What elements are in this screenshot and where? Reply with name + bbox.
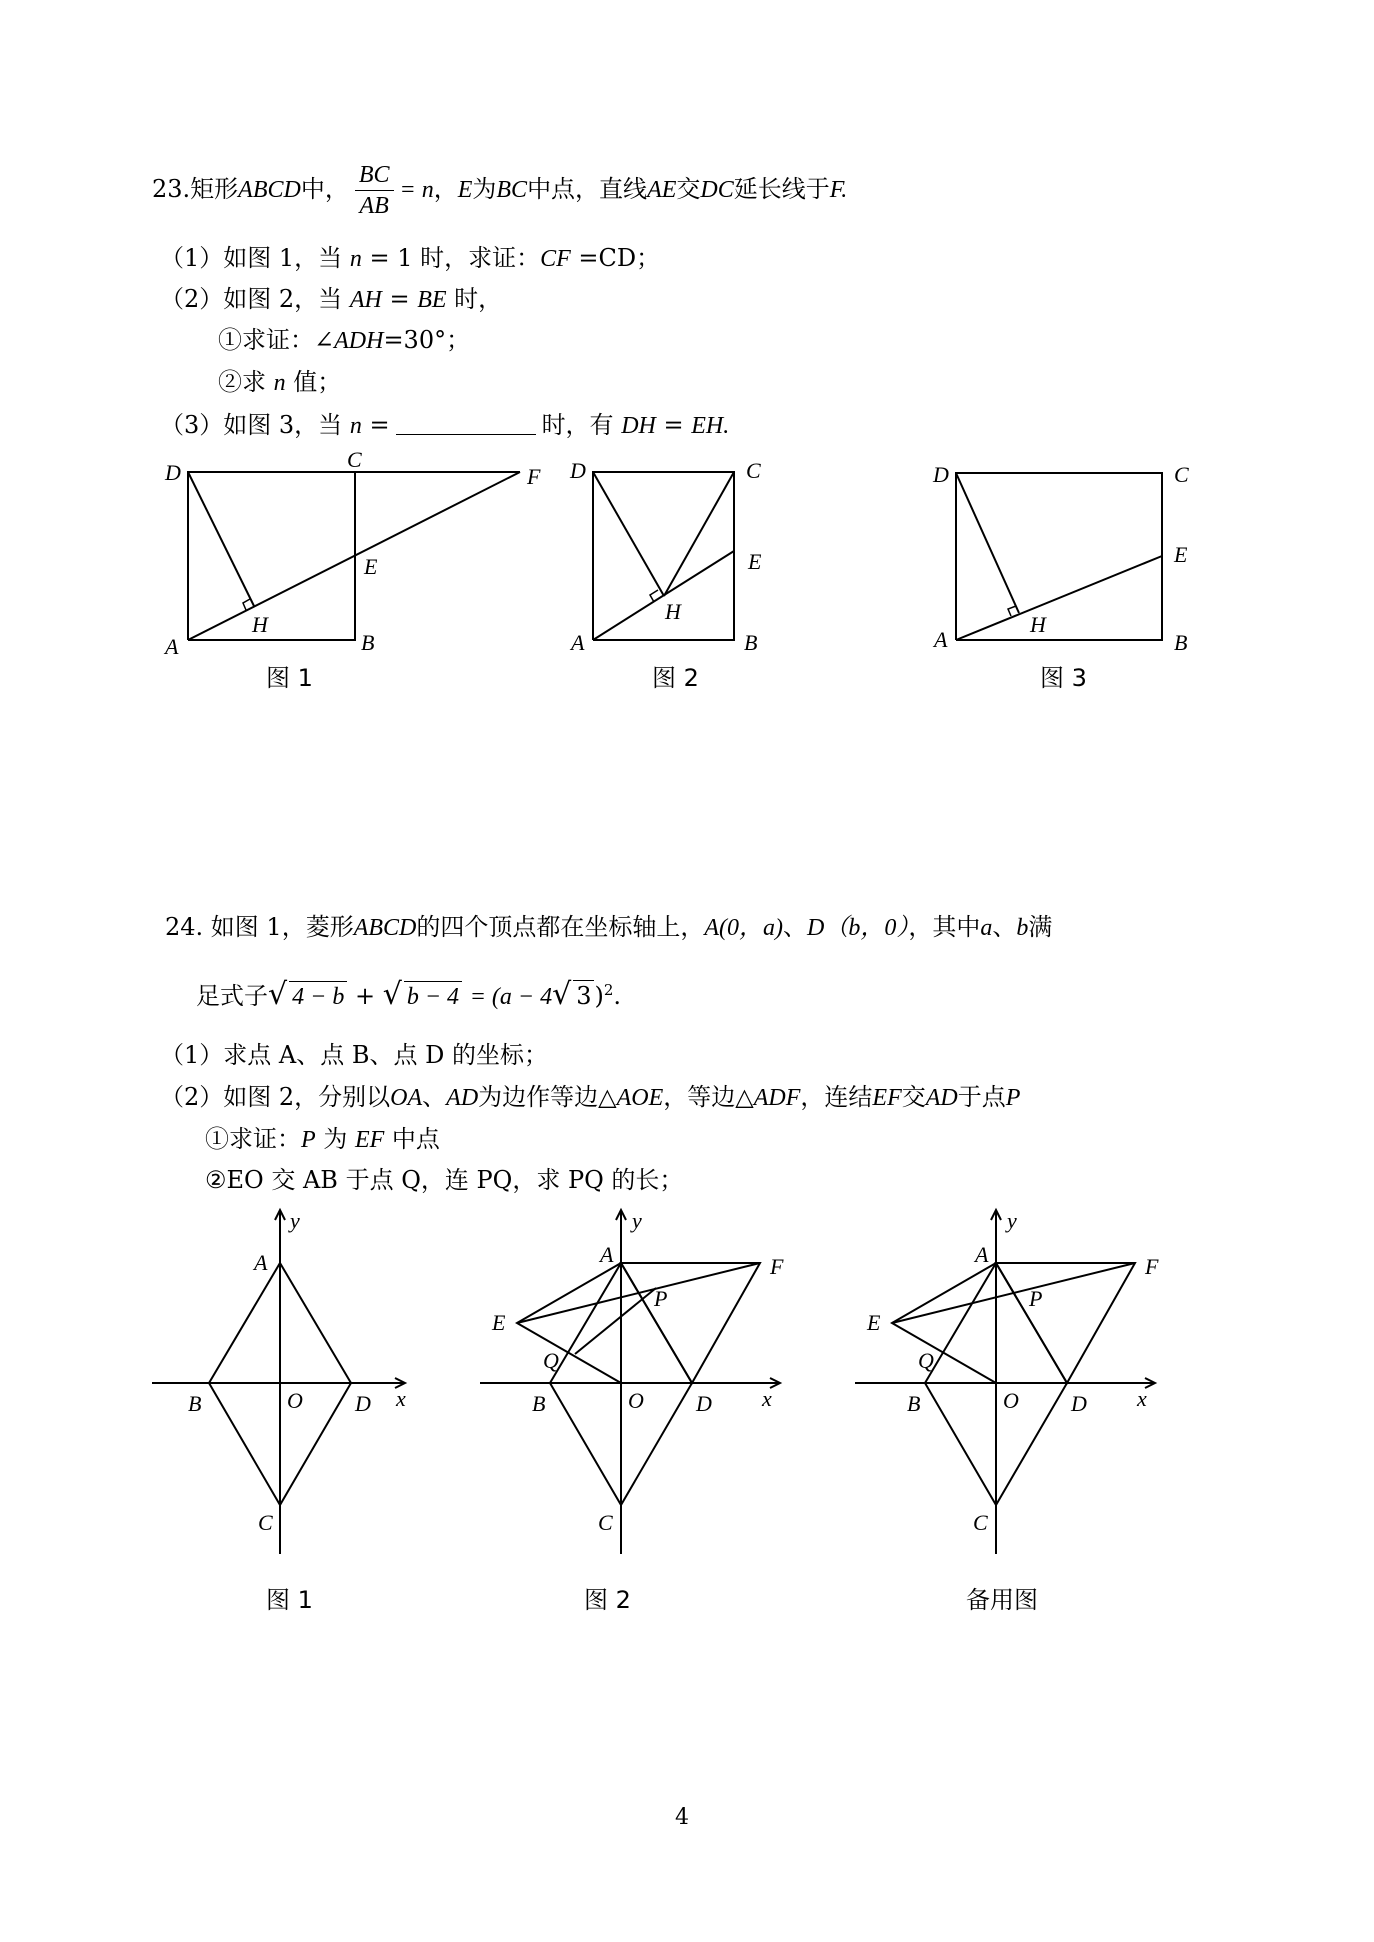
q23-fig2-label-d: D <box>570 458 586 483</box>
q24-figure-2 <box>480 1210 780 1554</box>
q23-fig1-line-dh <box>188 472 254 606</box>
q23-fig1-caption: 图 1 <box>266 664 313 692</box>
q24-fig1-label-x: x <box>396 1386 406 1411</box>
fraction-bc-ab: $\frac{BC}{AB}$ <box>355 160 394 221</box>
q23-fig3-rectangle <box>956 473 1162 640</box>
q23-fig3-label-a: A <box>934 627 948 652</box>
q24-figure-1 <box>152 1210 405 1554</box>
q23-part2-ii: ②求 n 值； <box>218 368 342 396</box>
q23-fig2-label-a: A <box>571 630 585 655</box>
q24-fig2-line-ef <box>517 1263 760 1323</box>
page-number: 4 <box>675 1805 689 1830</box>
q24-fig3-caption: 备用图 <box>966 1586 1038 1614</box>
q24-fig1-label-b: B <box>188 1391 202 1416</box>
q24-fig2-label-d: D <box>696 1391 712 1416</box>
q24-part2-ii: ②EO 交 AB 于点 Q，连 PQ，求 PQ 的长； <box>205 1166 684 1194</box>
q24-equation: 足式子√ 4 − b + √ b − 4 = (a − 4√ 3 )$^2$. <box>196 977 622 1012</box>
q23-fig1-label-d: D <box>165 460 181 485</box>
q23-fig1-label-e: E <box>364 554 378 579</box>
q23-fig3-label-c: C <box>1174 462 1189 487</box>
q24-fig3-label-q: Q <box>918 1348 934 1373</box>
q24-stem: 24. 如图 1，菱形ABCD的四个顶点都在坐标轴上，A(0，a)、D（b，0），其中a、b满 <box>165 913 1053 941</box>
q23-part2: （2）如图 2，当 AH = BE 时， <box>160 285 503 313</box>
q24-fig2-label-o: O <box>628 1388 644 1413</box>
q24-fig3-label-e: E <box>867 1310 881 1335</box>
q23-figure-1 <box>188 472 520 640</box>
q24-fig3-label-d: D <box>1071 1391 1087 1416</box>
q23-part3: （3）如图 3，当 n = 时，有 DH = EH. <box>160 411 730 439</box>
q23-fig3-line-ae <box>956 556 1162 640</box>
q24-fig3-label-y: y <box>1007 1208 1017 1233</box>
q23-fig3-label-b: B <box>1174 630 1188 655</box>
q24-fig1-label-a: A <box>254 1250 268 1275</box>
q24-part1: （1）求点 A、点 B、点 D 的坐标； <box>160 1041 548 1069</box>
q24-fig2-label-p: P <box>654 1286 668 1311</box>
q23-part1: （1）如图 1，当 n = 1 时，求证：CF =CD； <box>160 244 661 272</box>
q23-fig2-caption: 图 2 <box>652 664 699 692</box>
q23-fig1-label-h: H <box>252 612 268 637</box>
q24-fig1-label-c: C <box>258 1510 273 1535</box>
q24-fig3-label-b: B <box>907 1391 921 1416</box>
q23-fig2-line-dh <box>593 472 664 596</box>
q24-fig3-triangle-aoe <box>892 1263 996 1383</box>
q24-fig1-label-o: O <box>287 1388 303 1413</box>
q23-fig1-label-b: B <box>361 630 375 655</box>
q23-fig3-label-d: D <box>933 462 949 487</box>
q23-fig2-rectangle <box>593 472 734 640</box>
q24-fig2-caption: 图 2 <box>584 1586 631 1614</box>
q23-fig3-line-dh <box>956 473 1019 613</box>
q24-fig3-line-ef <box>892 1263 1135 1323</box>
q24-fig1-label-d: D <box>355 1391 371 1416</box>
q24-figure-backup <box>855 1210 1155 1554</box>
q24-fig3-label-p: P <box>1029 1286 1043 1311</box>
q23-fig3-label-e: E <box>1174 542 1188 567</box>
q24-fig2-label-f: F <box>770 1254 784 1279</box>
q23-figure-2 <box>593 472 734 640</box>
q24-fig3-label-o: O <box>1003 1388 1019 1413</box>
q23-figure-3 <box>956 473 1162 640</box>
q23-fig1-label-c: C <box>347 447 362 472</box>
q23-fig3-caption: 图 3 <box>1040 664 1087 692</box>
q23-fig1-rectangle <box>188 472 355 640</box>
q24-fig2-label-a: A <box>600 1242 614 1267</box>
q24-fig2-label-b: B <box>532 1391 546 1416</box>
q23-fig2-label-h: H <box>665 599 681 624</box>
q24-fig3-label-x: x <box>1137 1386 1147 1411</box>
q23-part2-i: ①求证：∠ADH=30°； <box>218 326 471 354</box>
q24-fig2-label-e: E <box>492 1310 506 1335</box>
q23-fig2-line-ch <box>664 472 734 596</box>
q24-fig3-label-a: A <box>975 1242 989 1267</box>
q23-fig1-label-f: F <box>527 464 541 489</box>
q24-fig1-caption: 图 1 <box>266 1586 313 1614</box>
q24-part2: （2）如图 2，分别以OA、AD为边作等边△AOE，等边△ADF，连结EF交AD于点P <box>160 1083 1021 1111</box>
q23-fig1-label-a: A <box>165 634 179 659</box>
q23-fig3-right-angle-mark <box>1008 606 1016 616</box>
q24-fig2-label-x: x <box>762 1386 772 1411</box>
q23-fig2-label-c: C <box>746 458 761 483</box>
q24-part2-i: ①求证：P 为 EF 中点 <box>205 1125 440 1153</box>
q24-fig3-label-f: F <box>1145 1254 1159 1279</box>
q23-fig3-label-h: H <box>1030 612 1046 637</box>
q23-stem: 23.矩形ABCD中， $\frac{BC}{AB}$ = n，E为BC中点，直线AE交DC延长线于F. <box>152 162 848 219</box>
q24-fig2-triangle-aoe <box>517 1263 621 1383</box>
q24-fig2-label-c: C <box>598 1510 613 1535</box>
q24-fig3-label-c: C <box>973 1510 988 1535</box>
q24-fig1-label-y: y <box>290 1208 300 1233</box>
q24-fig2-label-q: Q <box>543 1348 559 1373</box>
q24-fig2-label-y: y <box>632 1208 642 1233</box>
q23-fig2-label-b: B <box>744 630 758 655</box>
q23-fig2-label-e: E <box>748 549 762 574</box>
